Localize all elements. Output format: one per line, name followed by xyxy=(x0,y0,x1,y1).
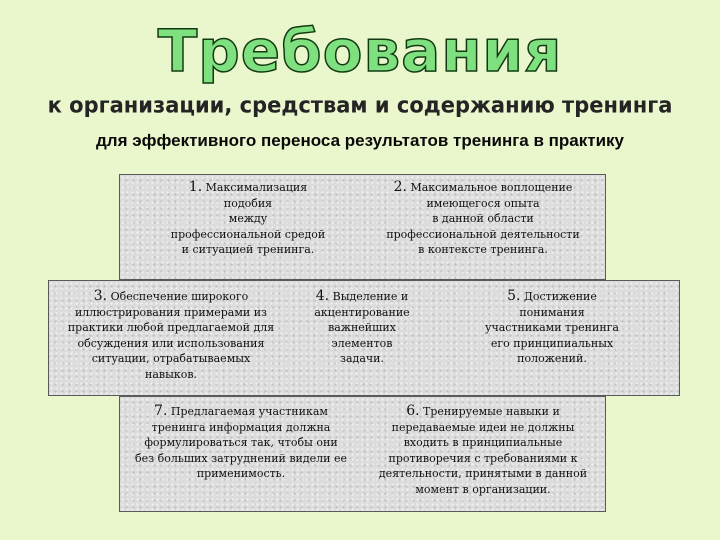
requirement-line: понимания xyxy=(519,305,585,319)
requirement-line: входить в принципиальные xyxy=(403,436,563,449)
requirement-line: навыков. xyxy=(144,367,198,381)
requirement-line: Тренируемые навыки и xyxy=(423,405,560,418)
requirement-line: практики любой предлагаемой для xyxy=(67,321,275,334)
requirement-line: в данной области xyxy=(432,212,534,225)
requirement-item-4 xyxy=(292,289,432,367)
requirement-line: подобия xyxy=(223,196,273,210)
requirement-item-6 xyxy=(362,404,604,497)
requirement-item-1 xyxy=(128,180,368,258)
requirement-item-2 xyxy=(368,180,598,258)
requirement-line: противоречия с требованиями к xyxy=(388,451,578,465)
requirement-line: момент в организации. xyxy=(415,482,551,496)
requirement-line: Максимализация xyxy=(205,181,308,194)
requirement-number: 2. xyxy=(393,179,407,195)
requirement-line: положений. xyxy=(517,352,587,365)
requirement-line: задачи. xyxy=(340,352,384,365)
requirement-line: Выделение и xyxy=(332,290,409,303)
requirement-line: иллюстрирования примерами из xyxy=(74,305,268,319)
requirement-line: профессиональной деятельности xyxy=(386,227,580,241)
requirement-line: Достижение xyxy=(523,290,597,303)
requirement-number: 6. xyxy=(406,403,420,419)
requirement-line: тренинга информация должна xyxy=(151,420,331,434)
requirement-line: участниками тренинга xyxy=(485,321,619,334)
requirement-line: и ситуацией тренинга. xyxy=(181,243,315,256)
requirement-line: элементов xyxy=(331,336,393,350)
requirement-line: применимость. xyxy=(196,467,286,480)
requirement-line: Обеспечение широкого xyxy=(110,290,249,303)
requirement-line: его принципиальных xyxy=(490,336,614,350)
requirement-line: Максимальное воплощение xyxy=(410,181,573,194)
requirement-line: профессиональной средой xyxy=(170,227,326,241)
requirement-line: Предлагаемая участникам xyxy=(170,405,328,418)
requirement-line: формулироваться так, чтобы они xyxy=(144,436,338,449)
requirement-number: 5. xyxy=(507,288,521,304)
requirement-line: ситуации, отрабатываемых xyxy=(91,352,251,365)
requirement-item-7 xyxy=(121,404,361,482)
requirement-line: в контексте тренинга. xyxy=(418,243,548,256)
requirement-number: 1. xyxy=(188,179,203,195)
requirement-line: передаваемые идеи не должны xyxy=(391,420,575,434)
requirement-number: 4. xyxy=(315,288,330,304)
requirement-line: имеющегося опыта xyxy=(426,196,540,210)
requirement-line: важнейших xyxy=(328,321,396,334)
requirement-line: обсуждения или использования xyxy=(77,336,265,350)
requirement-line: без больших затруднений видели ее xyxy=(134,451,347,465)
requirement-line: акцентирование xyxy=(314,305,410,319)
requirement-number: 3. xyxy=(93,288,108,304)
requirement-number: 7. xyxy=(154,403,168,419)
requirement-line: между xyxy=(228,212,268,225)
requirement-item-5 xyxy=(462,289,642,367)
requirement-line: деятельности, принятыми в данной xyxy=(378,467,588,480)
page-subtitle: к организации, средствам и содержанию тренинга xyxy=(47,92,673,118)
requirement-item-3 xyxy=(54,289,288,382)
page-title: Требования xyxy=(157,17,563,85)
page-subtitle-secondary: для эффективного переноса результатов тренинга в практику xyxy=(95,131,624,150)
